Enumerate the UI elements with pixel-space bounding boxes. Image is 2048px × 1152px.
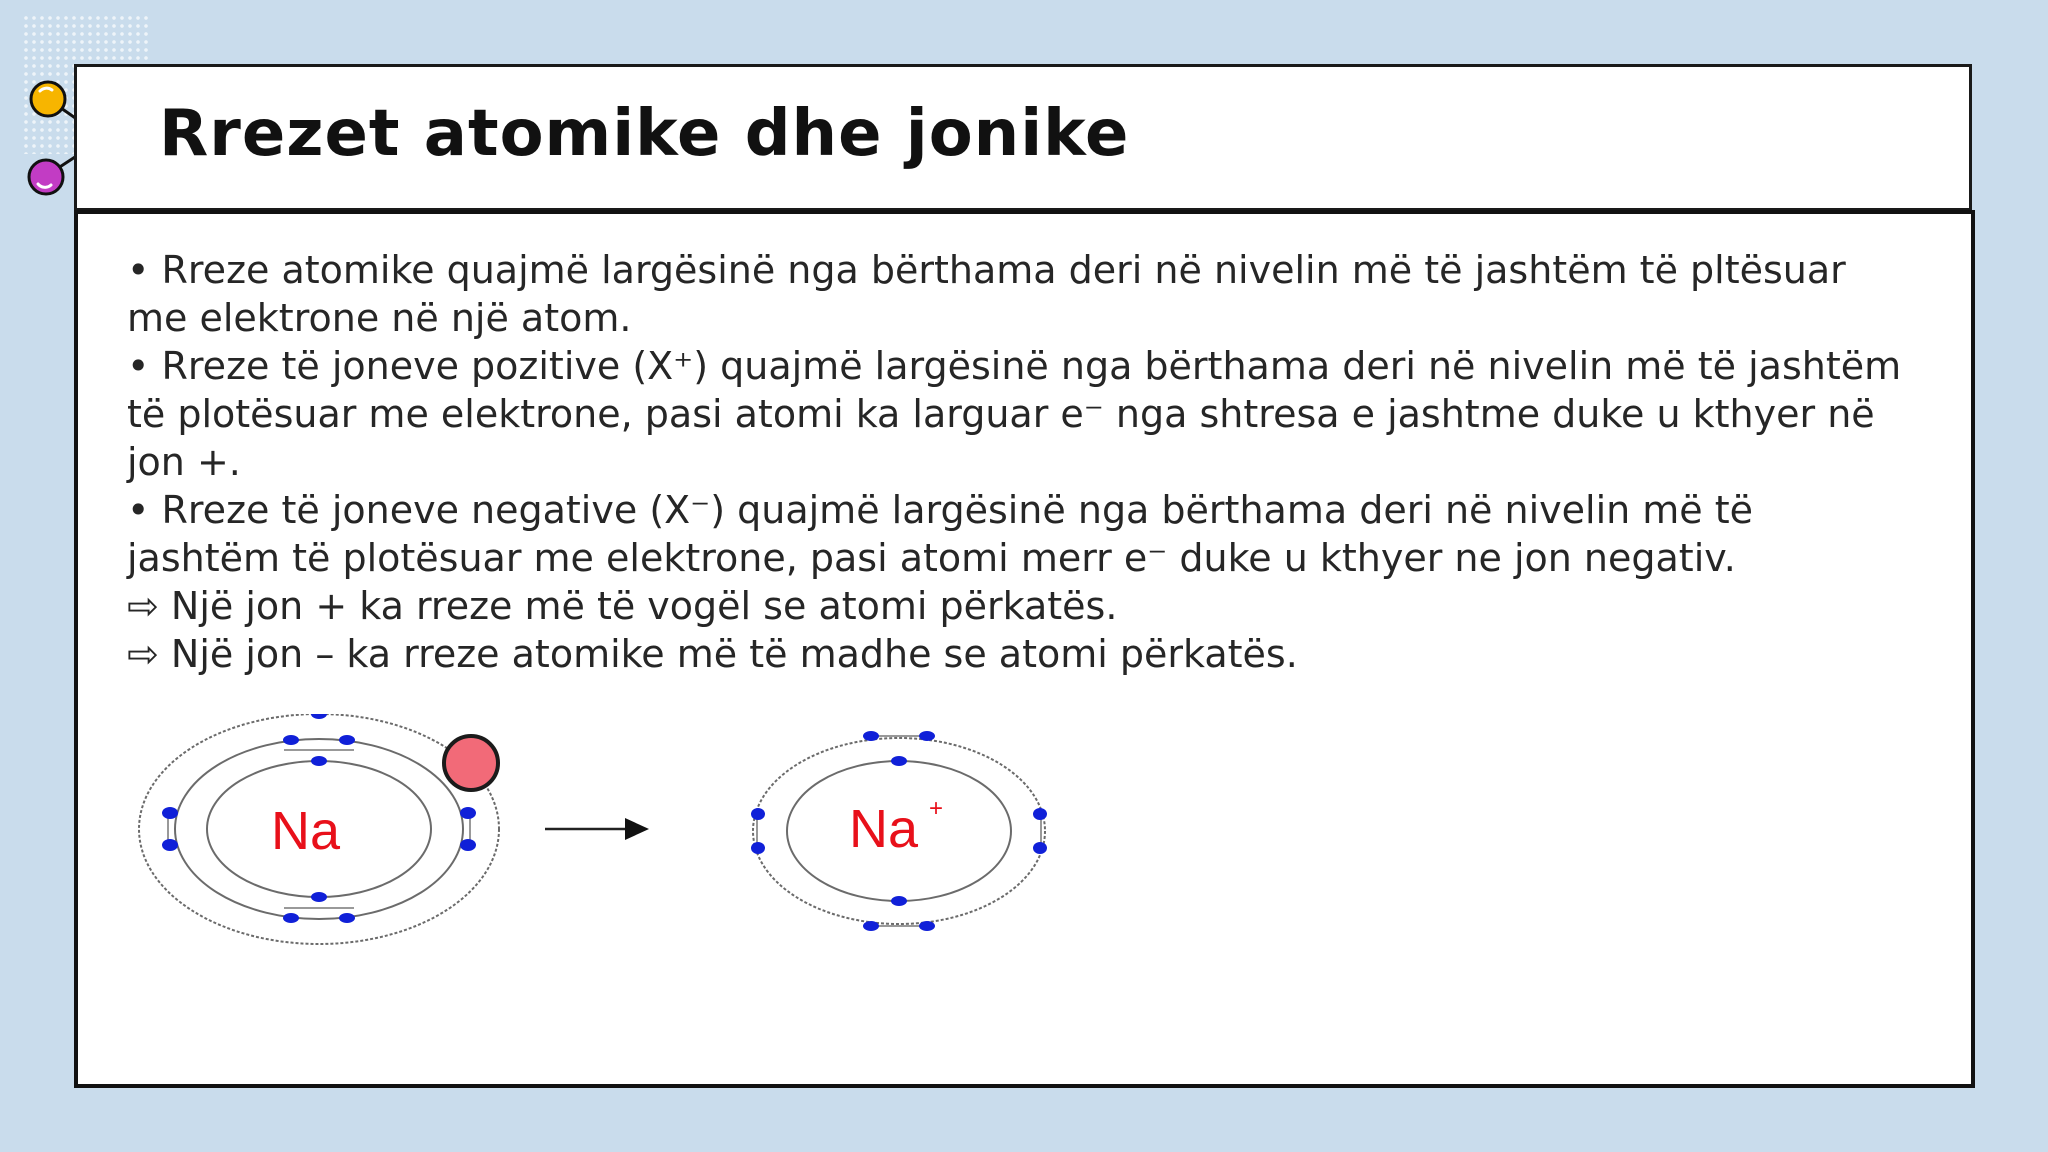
electron <box>751 808 765 820</box>
electron <box>751 842 765 854</box>
content-box <box>74 210 1975 1088</box>
electron <box>162 807 178 819</box>
purple-node-icon <box>29 160 63 194</box>
electron <box>311 714 327 719</box>
na-ion-label: Na <box>849 799 919 859</box>
electron <box>863 731 879 741</box>
electron <box>919 921 935 931</box>
electron <box>1033 808 1047 820</box>
paragraph-negative-ion-radius: • Rreze të joneve negative (X⁻) quajmë largësinë nga bërthama deri në nivelin më të jashtëm të plotësuar me elektrone, pasi atomi merr e⁻ duke u kthyer ne jon negativ. <box>127 488 1754 580</box>
electron <box>460 807 476 819</box>
slide-title: Rrezet atomike dhe jonike <box>159 97 1130 171</box>
reaction-arrow <box>545 818 649 840</box>
arrow-head-icon <box>625 818 649 840</box>
na-atom-label: Na <box>271 801 341 861</box>
conclusion-positive-ion: ⇨ Një jon + ka rreze më të vogël se atomi përkatës. <box>127 584 1118 628</box>
paragraph-atomic-radius: • Rreze atomike quajmë largësinë nga bërthama deri në nivelin më të jashtëm të pltësuar me elektrone në një atom. <box>127 248 1846 340</box>
electron <box>891 756 907 766</box>
electron <box>863 921 879 931</box>
electron <box>919 731 935 741</box>
electron <box>311 892 327 902</box>
title-box <box>74 64 1972 211</box>
electron <box>460 839 476 851</box>
na-ion-charge: + <box>929 795 944 822</box>
electron <box>283 735 299 745</box>
body-text <box>127 246 1917 678</box>
electron <box>891 896 907 906</box>
paragraph-positive-ion-radius: • Rreze të joneve pozitive (X⁺) quajmë largësinë nga bërthama deri në nivelin më të jashtëm të plotësuar me elektrone, pasi atomi ka larguar e⁻ nga shtresa e jashtme duke u kthyer në jon +. <box>127 344 1902 484</box>
electron <box>311 756 327 766</box>
electron <box>339 913 355 923</box>
electron <box>162 839 178 851</box>
na-ion <box>751 731 1047 931</box>
electron <box>1033 842 1047 854</box>
na-ionization-diagram <box>129 714 1129 974</box>
conclusion-negative-ion: ⇨ Një jon – ka rreze atomike më të madhe se atomi përkatës. <box>127 632 1298 676</box>
electron <box>339 735 355 745</box>
electron <box>283 913 299 923</box>
red-circle-decoration <box>442 734 500 792</box>
